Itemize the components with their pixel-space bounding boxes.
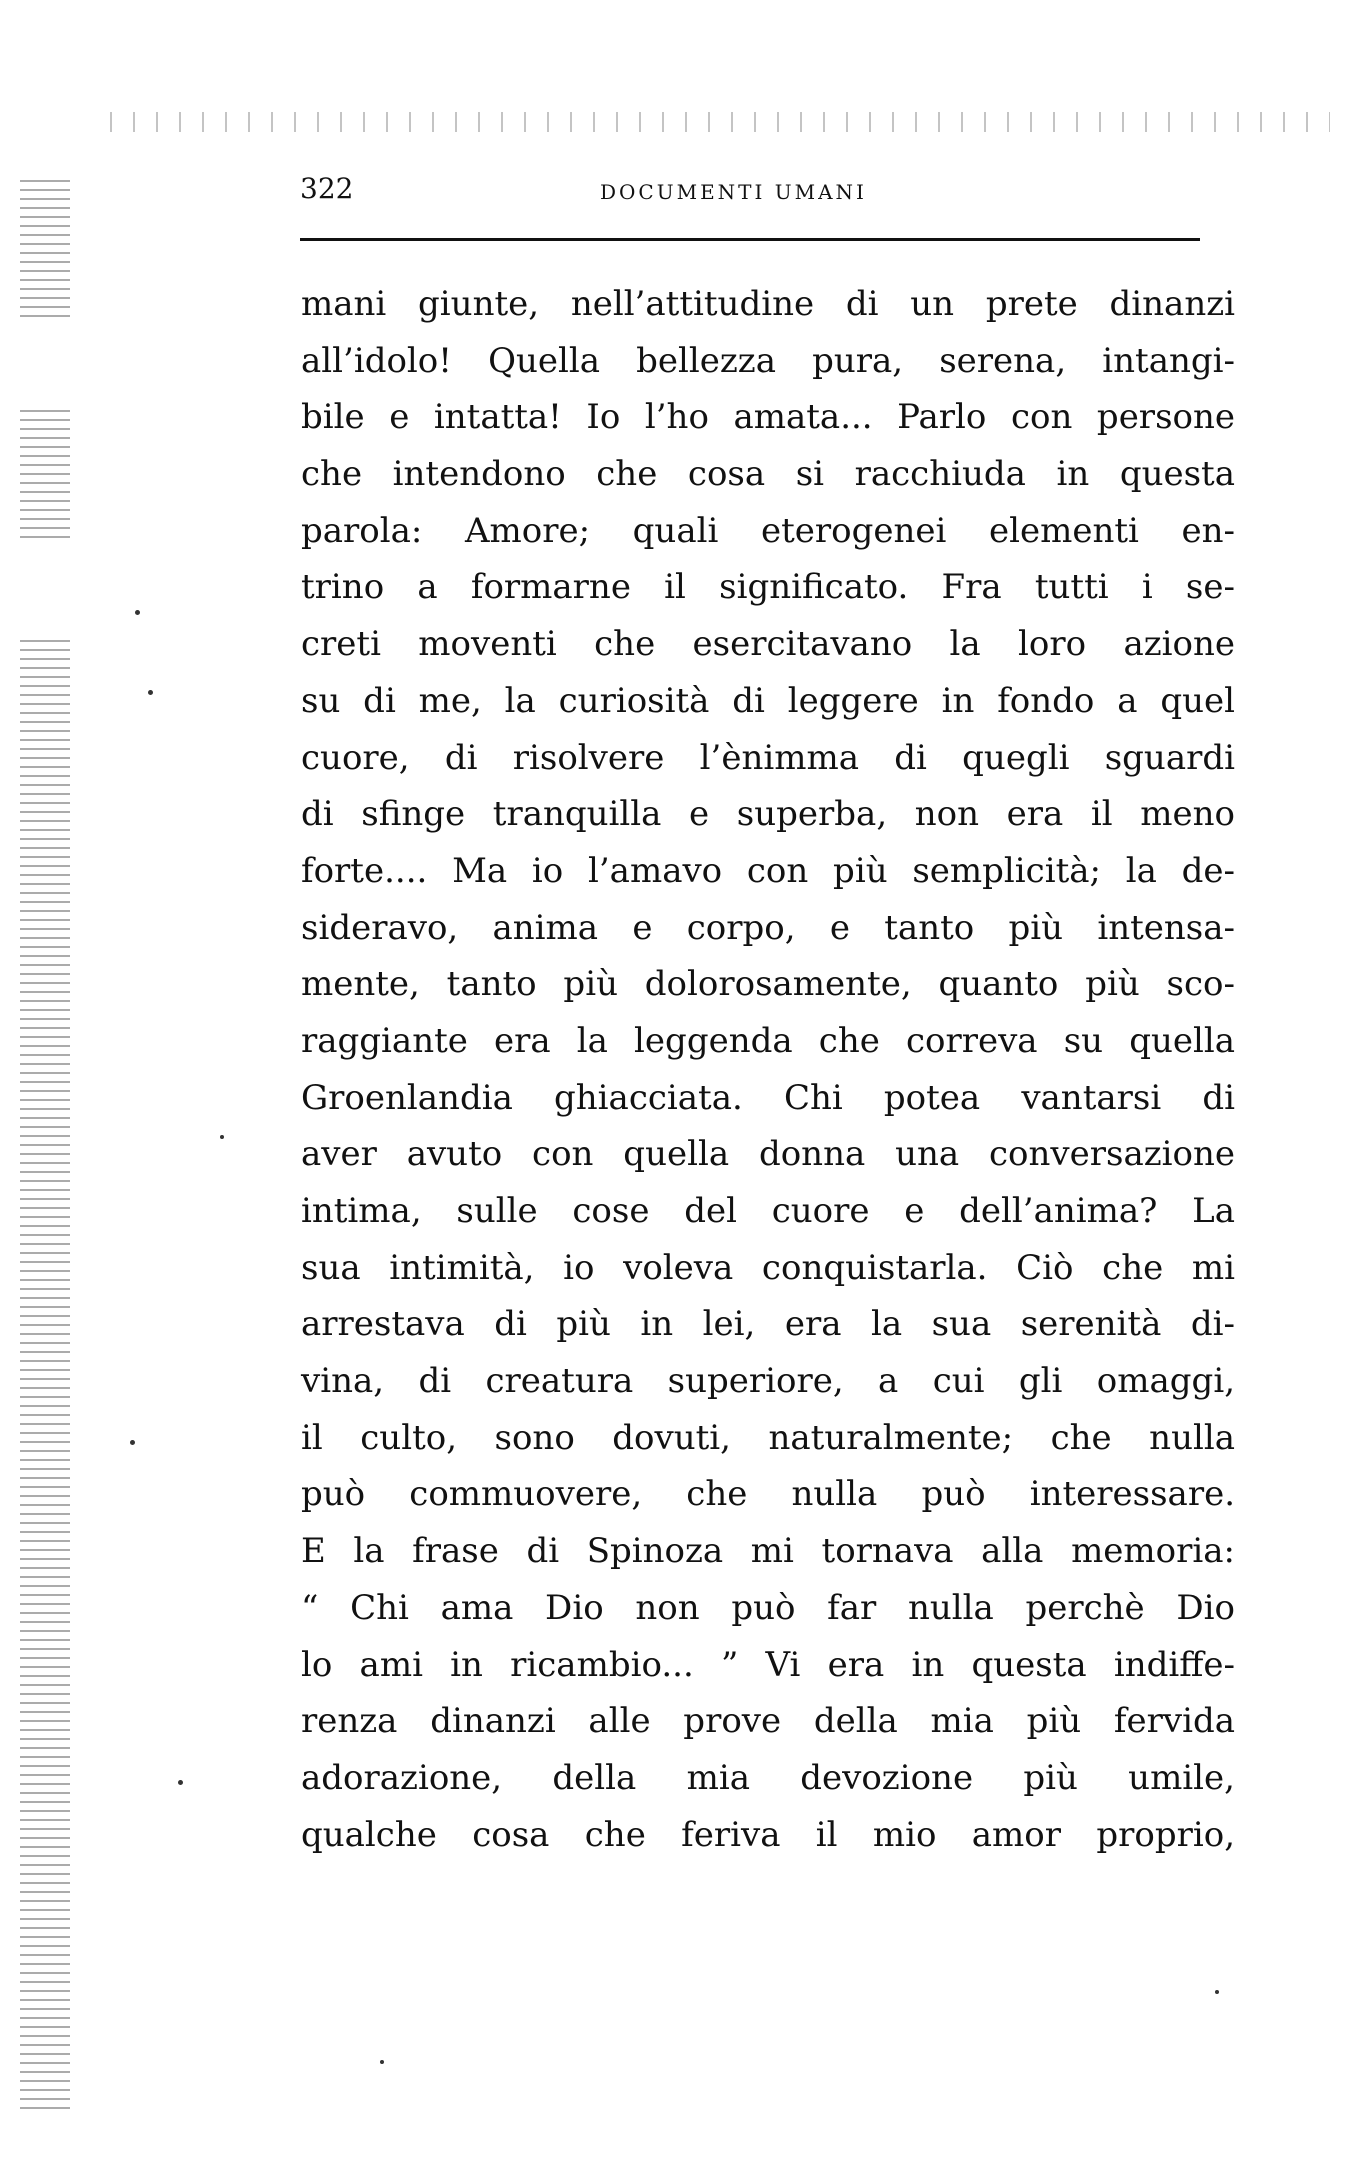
text-line: mente, tanto più dolorosamente, quanto più sco- — [301, 964, 1235, 1005]
running-title: DOCUMENTI UMANI — [600, 180, 867, 204]
text-line: arrestava di più in lei, era la sua serenità di- — [301, 1304, 1235, 1345]
text-line: il culto, sono dovuti, naturalmente; che nulla — [301, 1417, 1235, 1458]
text-line: di sfinge tranquilla e superba, non era il meno — [301, 794, 1235, 835]
scan-speck — [148, 690, 153, 695]
text-line: raggiante era la leggenda che correva su quella — [301, 1020, 1235, 1061]
text-line: vina, di creatura superiore, a cui gli omaggi, — [301, 1361, 1235, 1402]
text-line: creti moventi che esercitavano la loro azione — [301, 624, 1235, 665]
scan-speck — [135, 610, 140, 615]
page-number: 322 — [300, 172, 354, 205]
scan-speck — [130, 1440, 135, 1445]
text-line: E la frase di Spinoza mi tornava alla memoria: — [301, 1531, 1235, 1572]
text-line: intima, sulle cose del cuore e dell’anima? La — [301, 1191, 1235, 1231]
scan-speck — [178, 1780, 183, 1785]
text-line: aver avuto con quella donna una conversazione — [301, 1134, 1235, 1175]
scan-speck — [220, 1135, 224, 1139]
scan-speck — [380, 2060, 384, 2064]
header-rule — [300, 238, 1200, 241]
text-line: forte.... Ma io l’amavo con più semplicità; la de- — [301, 850, 1235, 891]
text-line: sua intimità, io voleva conquistarla. Ciò che mi — [301, 1247, 1235, 1288]
text-line: lo ami in ricambio... ” Vi era in questa indiffe- — [301, 1644, 1235, 1685]
body-text — [301, 276, 1235, 1863]
text-line: “ Chi ama Dio non può far nulla perchè Dio — [301, 1587, 1235, 1628]
text-line: qualche cosa che feriva il mio amor proprio, — [301, 1814, 1235, 1855]
text-line: bile e intatta! Io l’ho amata... Parlo con persone — [301, 397, 1235, 438]
scan-noise-top — [110, 112, 1330, 132]
text-line: su di me, la curiosità di leggere in fondo a quel — [301, 680, 1235, 721]
text-line: renza dinanzi alle prove della mia più fervida — [301, 1701, 1235, 1742]
scan-noise-edge — [20, 640, 70, 2110]
scan-noise-edge — [20, 410, 70, 540]
text-line: trino a formarne il significato. Fra tutti i se- — [301, 567, 1235, 608]
scan-speck — [1215, 1990, 1219, 1994]
text-line: parola: Amore; quali eterogenei elementi en- — [301, 510, 1235, 551]
scan-noise-edge — [20, 180, 70, 320]
text-line: sideravo, anima e corpo, e tanto più intensa- — [301, 907, 1235, 948]
text-line: all’idolo! Quella bellezza pura, serena, intangi- — [301, 340, 1235, 381]
text-line: mani giunte, nell’attitudine di un prete dinanzi — [301, 284, 1235, 324]
text-line: cuore, di risolvere l’ènimma di quegli sguardi — [301, 737, 1235, 778]
text-line: adorazione, della mia devozione più umile, — [301, 1757, 1235, 1798]
text-line: può commuovere, che nulla può interessare. — [301, 1474, 1235, 1515]
text-line: che intendono che cosa si racchiuda in questa — [301, 454, 1235, 495]
text-line: Groenlandia ghiacciata. Chi potea vantarsi di — [301, 1077, 1235, 1118]
